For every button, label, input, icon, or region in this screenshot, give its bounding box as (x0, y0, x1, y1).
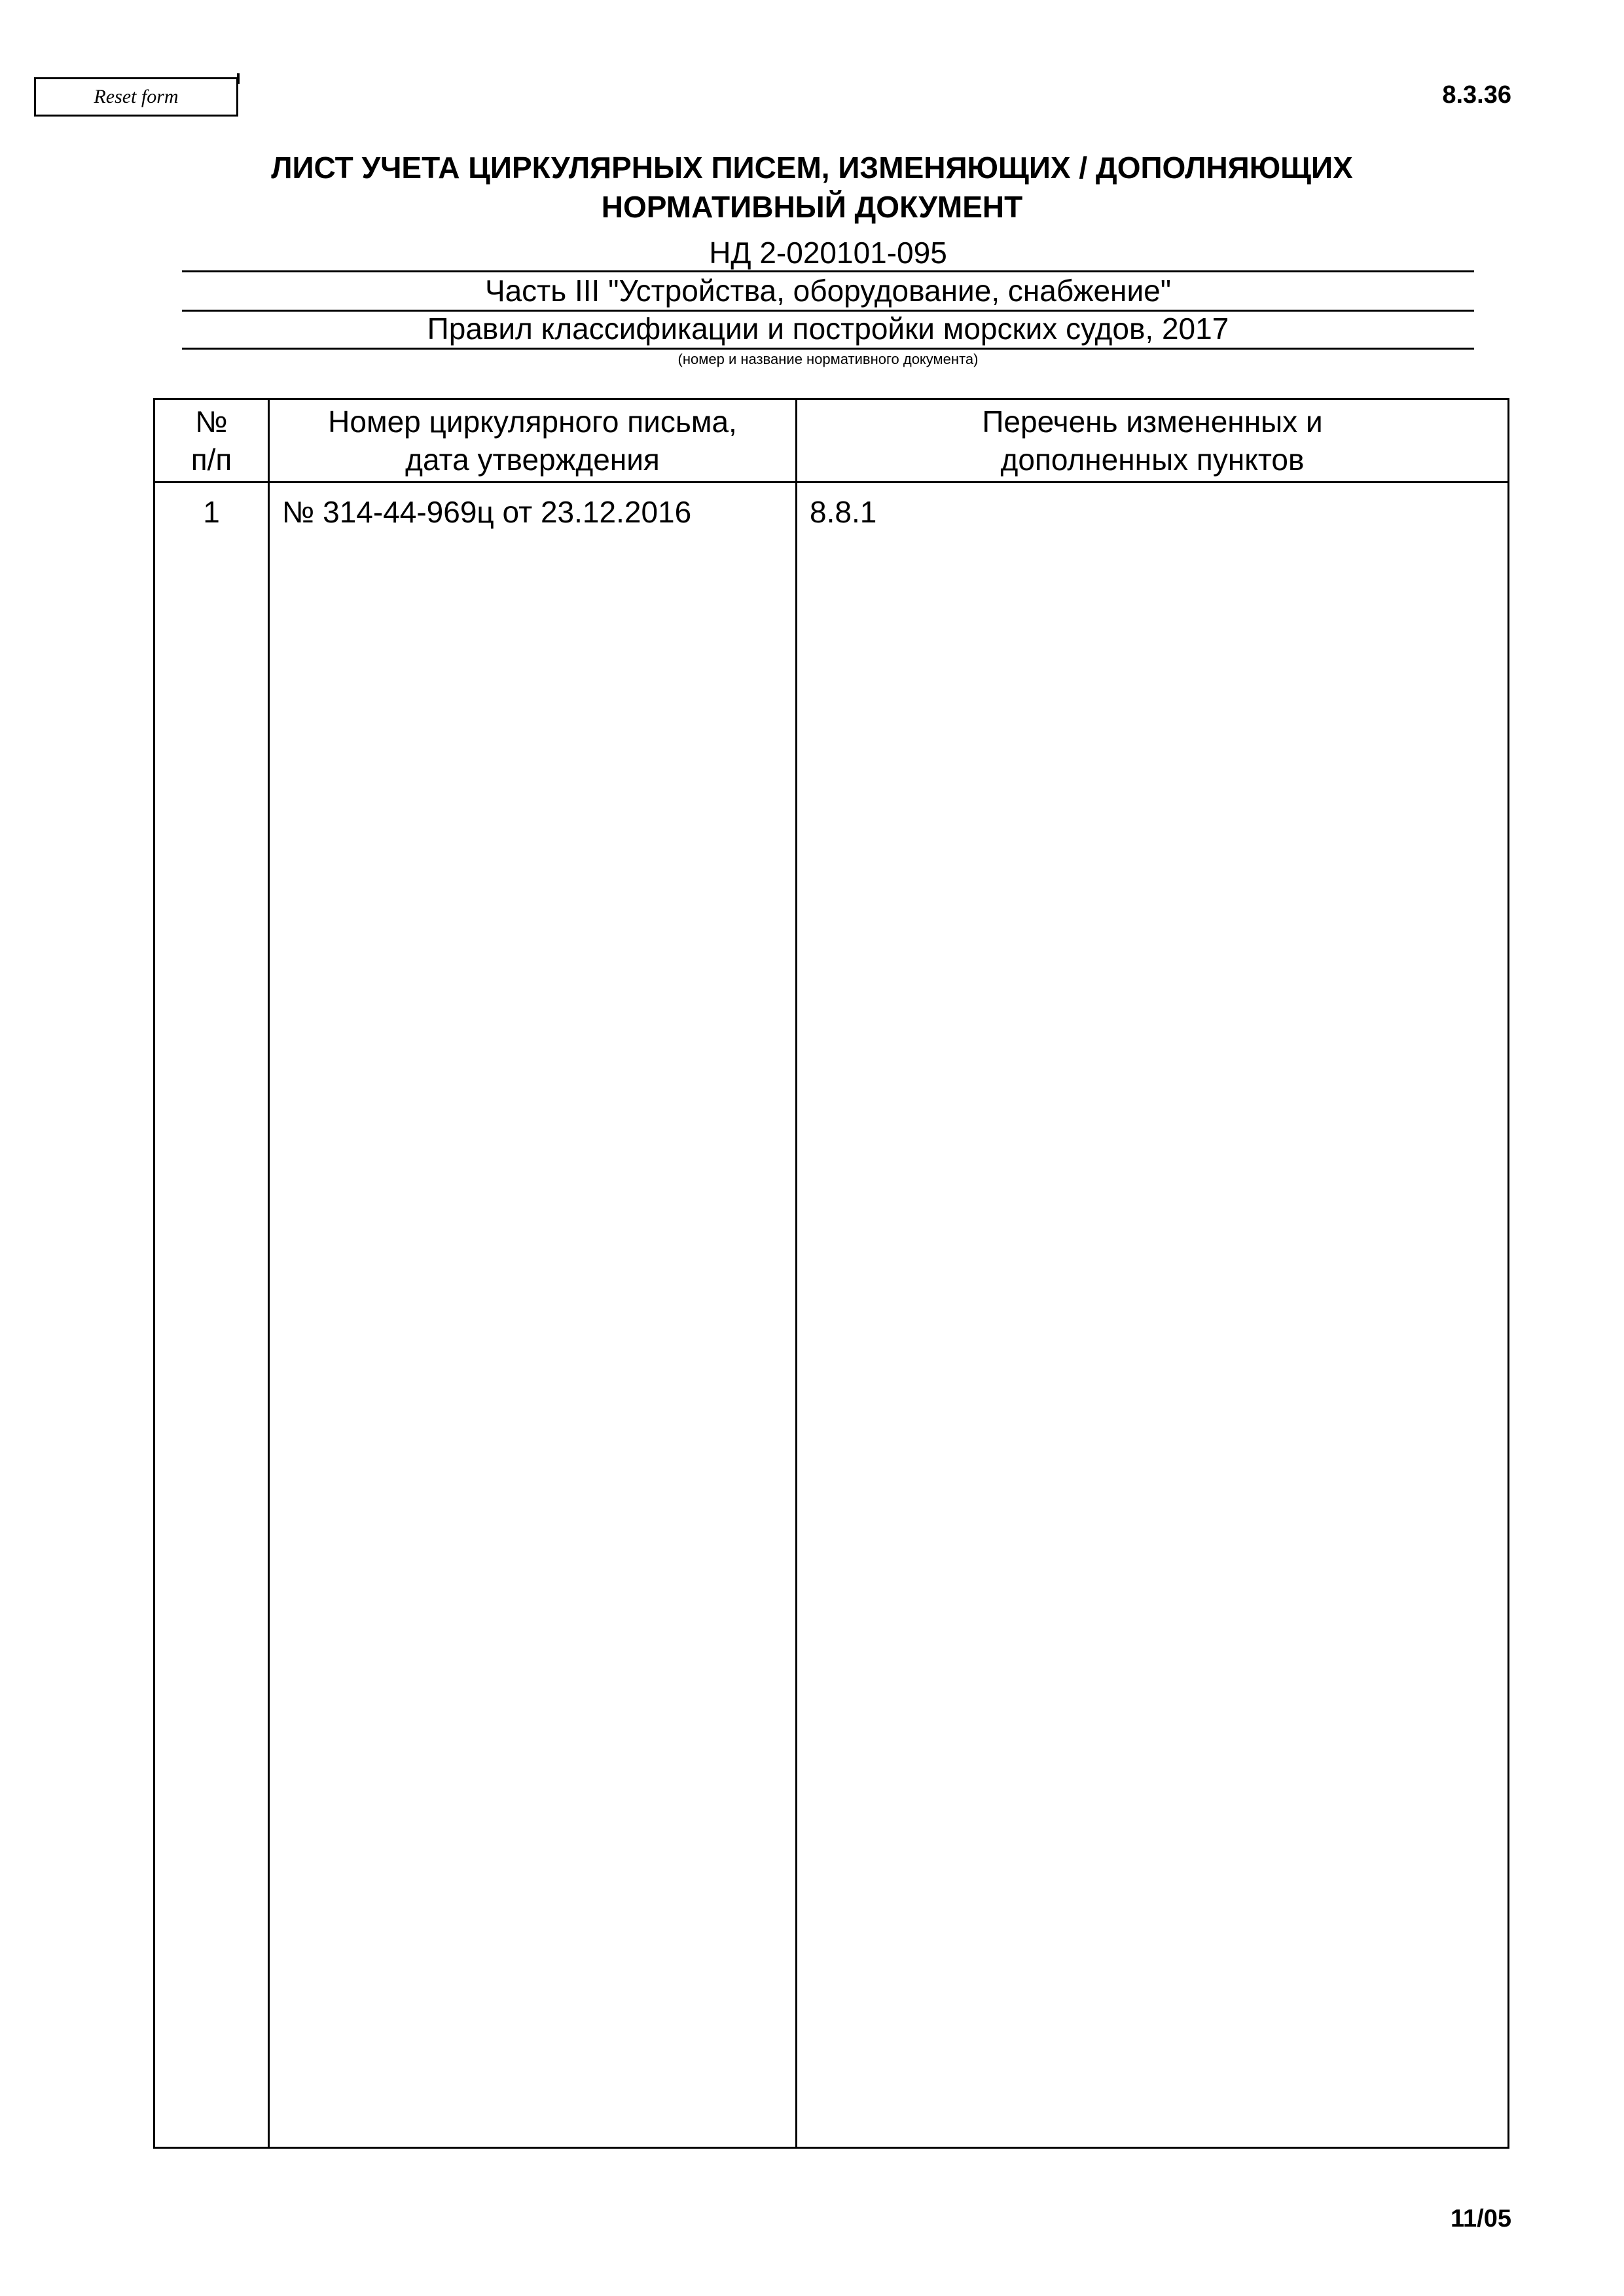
column-header-letter-line-1: Номер циркулярного письма, (328, 405, 737, 439)
column-header-items-line-2: дополненных пунктов (1000, 443, 1305, 477)
document-part-field: Часть III "Устройства, оборудование, снабжение" (182, 272, 1474, 312)
column-header-items-line-1: Перечень измененных и (982, 405, 1323, 439)
document-field-caption: (номер и название нормативного документа) (677, 351, 979, 367)
column-header-number-line-1: № (195, 405, 228, 439)
row-1-number-cell[interactable]: 1 (203, 495, 220, 529)
column-header-letter-line-2: дата утверждения (405, 443, 660, 477)
column-header-number (155, 403, 268, 479)
form-code: 8.3.36 (1442, 81, 1511, 109)
row-1-items-cell[interactable]: 8.8.1 (810, 495, 877, 529)
column-divider-2 (795, 400, 797, 2147)
column-divider-1 (268, 400, 270, 2147)
page-number: 11/05 (1451, 2205, 1511, 2232)
column-header-items (797, 403, 1507, 479)
document-rules-field: Правил классификации и постройки морских судов, 2017 (182, 310, 1474, 350)
row-1-letter-cell[interactable]: № 314-44-969ц от 23.12.2016 (282, 495, 692, 529)
header-divider (155, 481, 1507, 483)
column-header-number-line-2: п/п (190, 443, 232, 477)
page-title-line-2: НОРМАТИВНЫЙ ДОКУМЕНТ (601, 190, 1023, 224)
circular-letters-table (153, 398, 1509, 2149)
page-title-line-1: ЛИСТ УЧЕТА ЦИРКУЛЯРНЫХ ПИСЕМ, ИЗМЕНЯЮЩИХ / ДОПОЛНЯЮЩИХ (271, 151, 1353, 185)
reset-button-marker (237, 73, 240, 84)
page-title (0, 148, 1624, 227)
document-code-field: НД 2-020101-095 (182, 234, 1474, 272)
reset-form-button[interactable]: Reset form (34, 77, 238, 117)
column-header-letter (270, 403, 795, 479)
